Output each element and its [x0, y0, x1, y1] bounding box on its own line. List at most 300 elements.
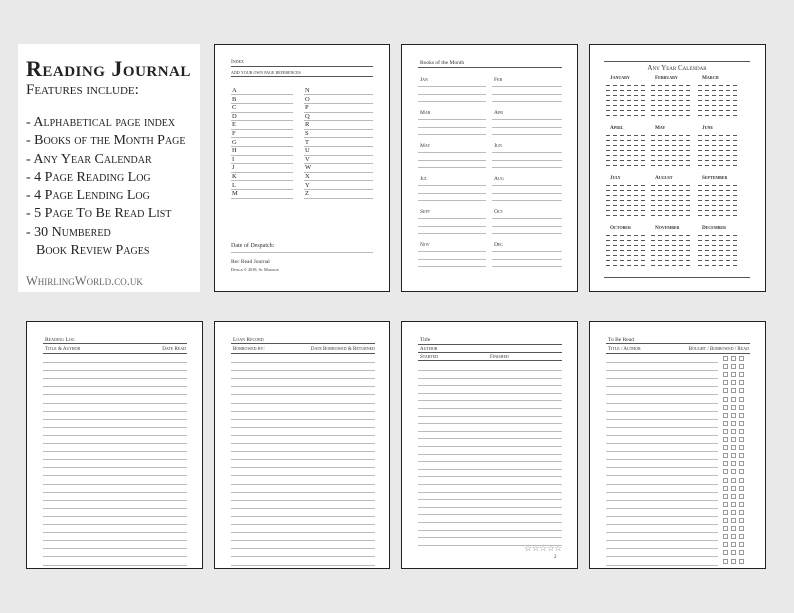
- checkbox-icon: [739, 421, 744, 426]
- index-page-thumbnail[interactable]: [214, 44, 390, 292]
- calendar-month-label: June: [702, 125, 714, 131]
- checkbox-icon: [731, 388, 736, 393]
- calendar-date-mark: [658, 95, 662, 96]
- calendar-date-mark: [665, 95, 669, 96]
- checkbox-icon: [739, 429, 744, 434]
- index-line: [304, 137, 373, 138]
- calendar-date-mark: [658, 105, 662, 106]
- checkbox-icon: [739, 486, 744, 491]
- calendar-weekday-mark: [698, 260, 702, 261]
- loan-record-page-thumbnail[interactable]: [214, 321, 390, 569]
- calendar-date-mark: [620, 245, 624, 246]
- calendar-date-mark: [620, 95, 624, 96]
- month-label: Jan: [420, 77, 428, 83]
- log-line: [43, 484, 187, 485]
- checkbox-icon: [739, 559, 744, 564]
- calendar-date-mark: [705, 105, 709, 106]
- calendar-date-mark: [665, 205, 669, 206]
- calendar-date-mark: [658, 190, 662, 191]
- rating-stars-icon: ☆☆☆☆☆: [524, 543, 562, 553]
- index-line: [231, 155, 293, 156]
- months-title: Books of the Month: [420, 60, 465, 66]
- calendar-date-mark: [733, 160, 737, 161]
- month-label: Jul: [420, 176, 428, 182]
- to-be-read-page-thumbnail[interactable]: [589, 321, 766, 569]
- calendar-date-mark: [705, 195, 709, 196]
- calendar-date-mark: [634, 105, 638, 106]
- calendar-date-mark: [665, 255, 669, 256]
- calendar-date-mark: [733, 210, 737, 211]
- calendar-date-mark: [712, 150, 716, 151]
- calendar-date-mark: [705, 265, 709, 266]
- index-line: [231, 120, 293, 121]
- calendar-weekday-mark: [698, 105, 702, 106]
- calendar-date-mark: [613, 135, 617, 136]
- review-writing-line: [418, 416, 562, 417]
- reading-log-page-thumbnail[interactable]: [26, 321, 203, 569]
- calendar-date-mark: [658, 245, 662, 246]
- checkbox-icon: [723, 550, 728, 555]
- calendar-date-mark: [658, 200, 662, 201]
- calendar-weekday-mark: [651, 150, 655, 151]
- review-writing-line: [418, 530, 562, 531]
- calendar-date-mark: [634, 115, 638, 116]
- calendar-date-mark: [665, 250, 669, 251]
- log-line: [606, 492, 718, 493]
- calendar-date-mark: [679, 160, 683, 161]
- calendar-weekday-mark: [651, 100, 655, 101]
- calendar-date-mark: [627, 260, 631, 261]
- calendar-date-mark: [719, 115, 723, 116]
- calendar-date-mark: [665, 150, 669, 151]
- index-line: [304, 189, 373, 190]
- calendar-weekday-mark: [698, 135, 702, 136]
- calendar-date-mark: [658, 100, 662, 101]
- calendar-date-mark: [719, 165, 723, 166]
- checkbox-icon: [731, 364, 736, 369]
- calendar-date-mark: [613, 245, 617, 246]
- calendar-date-mark: [634, 140, 638, 141]
- review-writing-line: [418, 423, 562, 424]
- checkbox-icon: [739, 461, 744, 466]
- calendar-weekday-mark: [651, 85, 655, 86]
- calendar-date-mark: [733, 90, 737, 91]
- log-line: [43, 532, 187, 533]
- calendar-date-mark: [686, 255, 690, 256]
- calendar-date-mark: [672, 90, 676, 91]
- calendar-weekday-mark: [606, 245, 610, 246]
- calendar-date-mark: [620, 240, 624, 241]
- month-line: [418, 266, 486, 267]
- calendar-date-mark: [733, 165, 737, 166]
- log-line: [43, 451, 187, 452]
- calendar-date-mark: [705, 190, 709, 191]
- calendar-date-mark: [679, 90, 683, 91]
- log-line: [43, 459, 187, 460]
- calendar-date-mark: [719, 155, 723, 156]
- index-letter: M: [232, 190, 238, 198]
- calendar-weekday-mark: [606, 190, 610, 191]
- log-line: [43, 362, 187, 363]
- log-line: [43, 467, 187, 468]
- log-line: [43, 548, 187, 549]
- calendar-page-thumbnail[interactable]: [589, 44, 766, 292]
- calendar-weekday-mark: [651, 135, 655, 136]
- calendar-date-mark: [733, 265, 737, 266]
- calendar-date-mark: [686, 235, 690, 236]
- calendar-weekday-mark: [651, 165, 655, 166]
- checkbox-icon: [731, 437, 736, 442]
- calendar-weekday-mark: [651, 215, 655, 216]
- log-line: [43, 508, 187, 509]
- calendar-weekday-mark: [698, 205, 702, 206]
- checkbox-icon: [739, 445, 744, 450]
- month-label: Apr: [494, 110, 503, 116]
- calendar-weekday-mark: [606, 240, 610, 241]
- calendar-date-mark: [620, 215, 624, 216]
- calendar-title: Any Year Calendar: [647, 64, 707, 72]
- calendar-date-mark: [719, 205, 723, 206]
- calendar-weekday-mark: [606, 90, 610, 91]
- calendar-day-grid: [651, 183, 695, 219]
- calendar-weekday-mark: [698, 195, 702, 196]
- index-letter: G: [232, 138, 237, 146]
- calendar-date-mark: [658, 140, 662, 141]
- calendar-date-mark: [705, 160, 709, 161]
- checkbox-icon: [739, 397, 744, 402]
- calendar-month-label: April: [610, 125, 624, 131]
- log-line: [231, 548, 375, 549]
- calendar-date-mark: [726, 90, 730, 91]
- calendar-date-mark: [719, 90, 723, 91]
- calendar-date-mark: [712, 235, 716, 236]
- review-writing-line: [418, 400, 562, 401]
- calendar-weekday-mark: [698, 240, 702, 241]
- calendar-date-mark: [641, 105, 645, 106]
- calendar-date-mark: [672, 200, 676, 201]
- book-review-page-thumbnail[interactable]: [401, 321, 578, 569]
- calendar-weekday-mark: [651, 115, 655, 116]
- month-line: [418, 127, 486, 128]
- calendar-date-mark: [627, 205, 631, 206]
- calendar-date-mark: [719, 265, 723, 266]
- calendar-weekday-mark: [698, 110, 702, 111]
- month-line: [492, 251, 562, 252]
- calendar-day-grid: [698, 83, 742, 119]
- checkbox-icon: [731, 478, 736, 483]
- index-line: [231, 129, 293, 130]
- feature-item: - Any Year Calendar: [26, 151, 152, 167]
- calendar-date-mark: [705, 205, 709, 206]
- log-line: [606, 403, 718, 404]
- calendar-date-mark: [705, 255, 709, 256]
- log-line: [43, 386, 187, 387]
- calendar-date-mark: [705, 245, 709, 246]
- calendar-date-mark: [705, 210, 709, 211]
- calendar-date-mark: [726, 260, 730, 261]
- calendar-date-mark: [679, 200, 683, 201]
- review-line: [418, 344, 562, 345]
- calendar-date-mark: [705, 135, 709, 136]
- log-header-line: [231, 353, 375, 354]
- calendar-date-mark: [686, 210, 690, 211]
- log-line: [606, 362, 718, 363]
- calendar-date-mark: [627, 145, 631, 146]
- calendar-date-mark: [665, 215, 669, 216]
- calendar-date-mark: [719, 150, 723, 151]
- index-letter: D: [232, 112, 237, 120]
- calendar-date-mark: [665, 155, 669, 156]
- calendar-weekday-mark: [606, 200, 610, 201]
- calendar-weekday-mark: [698, 90, 702, 91]
- calendar-month-label: March: [702, 75, 719, 81]
- calendar-date-mark: [620, 115, 624, 116]
- calendar-date-mark: [679, 95, 683, 96]
- calendar-date-mark: [658, 165, 662, 166]
- calendar-date-mark: [686, 155, 690, 156]
- calendar-date-mark: [613, 240, 617, 241]
- index-line: [231, 137, 293, 138]
- checkbox-icon: [739, 469, 744, 474]
- reading-log-col-date: Date Read: [162, 347, 186, 352]
- calendar-date-mark: [665, 210, 669, 211]
- calendar-date-mark: [733, 245, 737, 246]
- log-line: [606, 524, 718, 525]
- calendar-date-mark: [733, 205, 737, 206]
- log-line: [231, 403, 375, 404]
- calendar-date-mark: [620, 160, 624, 161]
- calendar-weekday-mark: [606, 160, 610, 161]
- log-line: [606, 370, 718, 371]
- checkbox-icon: [739, 502, 744, 507]
- calendar-date-mark: [613, 100, 617, 101]
- calendar-date-mark: [733, 255, 737, 256]
- review-writing-line: [418, 507, 562, 508]
- index-letter: U: [305, 147, 310, 155]
- checkbox-icon: [739, 510, 744, 515]
- month-line: [418, 160, 486, 161]
- calendar-weekday-mark: [698, 145, 702, 146]
- calendar-date-mark: [726, 255, 730, 256]
- checkbox-icon: [723, 421, 728, 426]
- calendar-date-mark: [719, 210, 723, 211]
- log-line: [606, 427, 718, 428]
- log-line: [231, 435, 375, 436]
- calendar-date-mark: [719, 105, 723, 106]
- checkbox-icon: [723, 526, 728, 531]
- calendar-month-label: January: [610, 75, 630, 81]
- calendar-date-mark: [658, 85, 662, 86]
- feature-item: - 4 Page Lending Log: [26, 188, 150, 204]
- calendar-day-grid: [698, 183, 742, 219]
- calendar-weekday-mark: [651, 105, 655, 106]
- calendar-date-mark: [712, 240, 716, 241]
- review-writing-line: [418, 385, 562, 386]
- calendar-date-mark: [634, 215, 638, 216]
- month-label: Mar: [420, 110, 431, 116]
- calendar-date-mark: [613, 205, 617, 206]
- review-writing-line: [418, 514, 562, 515]
- calendar-date-mark: [686, 260, 690, 261]
- calendar-weekday-mark: [606, 195, 610, 196]
- calendar-date-mark: [672, 240, 676, 241]
- calendar-date-mark: [672, 185, 676, 186]
- calendar-date-mark: [641, 135, 645, 136]
- month-label: Aug: [494, 176, 504, 182]
- calendar-date-mark: [641, 255, 645, 256]
- review-writing-line: [418, 499, 562, 500]
- calendar-date-mark: [672, 85, 676, 86]
- calendar-weekday-mark: [651, 210, 655, 211]
- calendar-date-mark: [665, 240, 669, 241]
- calendar-date-mark: [641, 85, 645, 86]
- calendar-weekday-mark: [651, 145, 655, 146]
- month-line: [418, 218, 486, 219]
- log-line: [231, 378, 375, 379]
- log-line: [231, 565, 375, 566]
- checkbox-icon: [739, 380, 744, 385]
- month-label: Oct: [494, 209, 504, 215]
- index-letter: S: [305, 130, 309, 137]
- index-letter: Q: [305, 112, 310, 120]
- calendar-date-mark: [726, 240, 730, 241]
- log-header-line: [43, 343, 187, 344]
- calendar-date-mark: [634, 160, 638, 161]
- checkbox-icon: [731, 486, 736, 491]
- checkbox-icon: [731, 461, 736, 466]
- checkbox-icon: [723, 469, 728, 474]
- month-line: [418, 152, 486, 153]
- calendar-date-mark: [726, 95, 730, 96]
- calendar-date-mark: [613, 115, 617, 116]
- calendar-date-mark: [726, 160, 730, 161]
- month-line: [492, 94, 562, 95]
- review-line: [418, 352, 562, 353]
- calendar-date-mark: [686, 85, 690, 86]
- calendar-date-mark: [627, 110, 631, 111]
- calendar-date-mark: [679, 115, 683, 116]
- calendar-date-mark: [613, 235, 617, 236]
- month-label: Feb: [494, 77, 503, 83]
- calendar-date-mark: [627, 210, 631, 211]
- log-line: [231, 386, 375, 387]
- calendar-weekday-mark: [698, 265, 702, 266]
- month-line: [418, 233, 486, 234]
- month-line: [492, 259, 562, 260]
- calendar-date-mark: [686, 95, 690, 96]
- calendar-weekday-mark: [651, 195, 655, 196]
- calendar-date-mark: [712, 110, 716, 111]
- calendar-date-mark: [679, 135, 683, 136]
- log-line: [606, 475, 718, 476]
- calendar-date-mark: [679, 110, 683, 111]
- calendar-weekday-mark: [606, 165, 610, 166]
- website-label: WhirlingWorld.co.uk: [26, 274, 143, 288]
- calendar-date-mark: [634, 100, 638, 101]
- calendar-date-mark: [665, 105, 669, 106]
- calendar-date-mark: [620, 165, 624, 166]
- calendar-date-mark: [627, 200, 631, 201]
- log-line: [231, 419, 375, 420]
- calendar-date-mark: [705, 110, 709, 111]
- month-line: [418, 119, 486, 120]
- log-line: [606, 435, 718, 436]
- calendar-weekday-mark: [606, 250, 610, 251]
- calendar-date-mark: [733, 195, 737, 196]
- calendar-date-mark: [705, 155, 709, 156]
- calendar-date-mark: [733, 260, 737, 261]
- calendar-date-mark: [658, 205, 662, 206]
- index-line: [304, 103, 373, 104]
- calendar-date-mark: [733, 115, 737, 116]
- calendar-date-mark: [726, 265, 730, 266]
- calendar-date-mark: [733, 200, 737, 201]
- calendar-date-mark: [620, 145, 624, 146]
- checkbox-icon: [739, 413, 744, 418]
- log-line: [43, 370, 187, 371]
- calendar-date-mark: [641, 205, 645, 206]
- books-of-month-page-thumbnail[interactable]: [401, 44, 578, 292]
- calendar-date-mark: [686, 150, 690, 151]
- calendar-date-mark: [719, 200, 723, 201]
- calendar-date-mark: [672, 235, 676, 236]
- calendar-date-mark: [627, 150, 631, 151]
- calendar-weekday-mark: [651, 90, 655, 91]
- log-line: [606, 419, 718, 420]
- index-line: [304, 180, 373, 181]
- log-line: [606, 540, 718, 541]
- calendar-date-mark: [665, 115, 669, 116]
- calendar-date-mark: [641, 155, 645, 156]
- month-line: [418, 101, 486, 102]
- calendar-date-mark: [679, 245, 683, 246]
- month-line: [492, 127, 562, 128]
- log-line: [231, 475, 375, 476]
- checkbox-icon: [723, 510, 728, 515]
- calendar-date-mark: [719, 240, 723, 241]
- calendar-date-mark: [627, 115, 631, 116]
- calendar-weekday-mark: [698, 255, 702, 256]
- calendar-date-mark: [665, 110, 669, 111]
- calendar-date-mark: [726, 205, 730, 206]
- calendar-date-mark: [634, 90, 638, 91]
- reading-log-col-title: Title & Author: [45, 347, 81, 352]
- calendar-date-mark: [686, 215, 690, 216]
- calendar-date-mark: [665, 85, 669, 86]
- month-line: [492, 226, 562, 227]
- calendar-date-mark: [620, 235, 624, 236]
- calendar-date-mark: [641, 90, 645, 91]
- calendar-date-mark: [686, 195, 690, 196]
- calendar-date-mark: [686, 205, 690, 206]
- calendar-date-mark: [712, 195, 716, 196]
- calendar-date-mark: [679, 140, 683, 141]
- log-line: [43, 427, 187, 428]
- month-line: [418, 226, 486, 227]
- checkbox-icon: [723, 534, 728, 539]
- feature-item: - 5 Page To Be Read List: [26, 206, 172, 222]
- calendar-date-mark: [627, 95, 631, 96]
- checkbox-icon: [731, 372, 736, 377]
- calendar-date-mark: [733, 100, 737, 101]
- month-line: [492, 193, 562, 194]
- calendar-date-mark: [641, 190, 645, 191]
- month-line: [492, 119, 562, 120]
- index-letter: R: [305, 121, 310, 129]
- calendar-date-mark: [733, 155, 737, 156]
- calendar-date-mark: [712, 205, 716, 206]
- index-title: Index: [231, 59, 244, 65]
